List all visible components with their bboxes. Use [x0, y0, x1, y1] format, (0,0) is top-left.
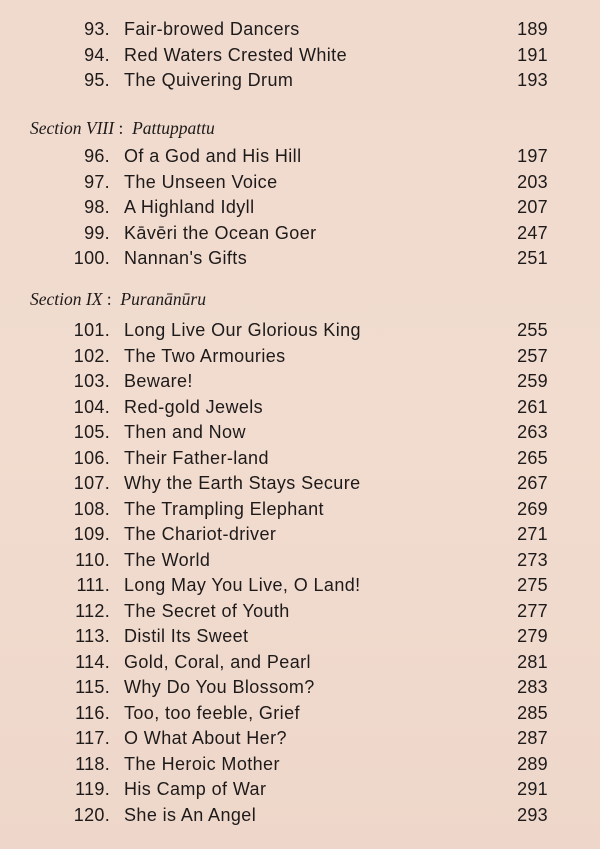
- entry-page: 193: [517, 70, 548, 90]
- toc-entry: [0, 221, 600, 247]
- entry-title: Their Father-land: [124, 447, 269, 468]
- entry-title: The Two Armouries: [124, 345, 286, 366]
- toc-entry: [0, 195, 600, 221]
- entry-page: 203: [517, 171, 548, 192]
- toc-entry: [0, 43, 600, 69]
- entry-number: 109.: [73, 524, 110, 544]
- toc-entry: [0, 624, 600, 650]
- entry-number: 104.: [73, 396, 110, 417]
- toc-entry: [0, 573, 600, 599]
- entry-number: 108.: [73, 498, 110, 519]
- toc-entry: [0, 497, 600, 523]
- entry-page: 265: [517, 447, 548, 468]
- entry-title: The Heroic Mother: [124, 753, 280, 774]
- entry-title: Of a God and His Hill: [124, 146, 302, 166]
- entry-page: 271: [517, 524, 548, 544]
- entry-number: 102.: [73, 345, 110, 366]
- toc-entry: [0, 701, 600, 727]
- toc-entry: [0, 726, 600, 752]
- entry-title: Long Live Our Glorious King: [124, 320, 361, 340]
- toc-entry: [0, 395, 600, 421]
- entry-page: 285: [517, 702, 548, 723]
- entry-page: 273: [517, 549, 548, 570]
- entry-title: Distil Its Sweet: [124, 626, 249, 646]
- entry-number: 98.: [84, 197, 110, 217]
- entry-title: Too, too feeble, Grief: [124, 702, 300, 723]
- entry-number: 101.: [73, 320, 110, 340]
- entry-page: 257: [517, 345, 548, 366]
- toc-entry: [0, 68, 600, 94]
- entry-title: A Highland Idyll: [124, 197, 255, 217]
- toc-entry: [0, 675, 600, 701]
- toc-entry: [0, 144, 600, 170]
- entry-number: 94.: [84, 44, 110, 65]
- toc-entry: [0, 17, 600, 43]
- entry-number: 120.: [73, 804, 110, 825]
- entry-number: 106.: [73, 447, 110, 468]
- entry-page: 251: [517, 248, 548, 268]
- entry-title: Kāvēri the Ocean Goer: [124, 222, 317, 243]
- entry-title: Gold, Coral, and Pearl: [124, 651, 311, 672]
- entry-title: Beware!: [124, 371, 193, 391]
- entry-page: 293: [517, 804, 548, 825]
- toc-entry: [0, 318, 600, 344]
- entry-number: 110.: [75, 549, 110, 570]
- section-colon: :: [106, 289, 112, 309]
- entry-number: 117.: [75, 728, 110, 748]
- entry-title: His Camp of War: [124, 779, 267, 799]
- entry-number: 93.: [84, 19, 110, 39]
- toc-entry: [0, 777, 600, 803]
- entry-title: Nannan's Gifts: [124, 248, 248, 268]
- section-heading-purananuru: [30, 289, 206, 310]
- toc-entry: [0, 170, 600, 196]
- entry-title: The Secret of Youth: [124, 600, 290, 621]
- entry-number: 95.: [84, 70, 110, 90]
- entry-title: Fair-browed Dancers: [124, 19, 300, 39]
- toc-entry: [0, 803, 600, 829]
- entry-page: 191: [517, 44, 548, 65]
- section-heading-pattuppattu: [30, 118, 215, 139]
- entry-page: 189: [517, 19, 548, 39]
- toc-entry: [0, 752, 600, 778]
- entry-number: 96.: [84, 146, 110, 166]
- entry-page: 291: [517, 779, 548, 799]
- entry-title: The Unseen Voice: [124, 171, 278, 192]
- toc-entry: [0, 471, 600, 497]
- toc-entry: [0, 420, 600, 446]
- entry-title: The Chariot-driver: [124, 524, 277, 544]
- entry-number: 116.: [75, 702, 110, 723]
- entry-page: 279: [517, 626, 548, 646]
- section-label: Section IX: [30, 289, 103, 309]
- entry-number: 111.: [76, 575, 110, 595]
- entry-number: 97.: [84, 171, 110, 192]
- entry-page: 277: [517, 600, 548, 621]
- entry-title: The Trampling Elephant: [124, 498, 324, 519]
- entry-title: Why Do You Blossom?: [124, 677, 315, 697]
- entry-number: 113.: [75, 626, 110, 646]
- entry-number: 114.: [75, 651, 110, 672]
- entry-page: 269: [517, 498, 548, 519]
- toc-entry: [0, 246, 600, 272]
- entry-number: 119.: [75, 779, 110, 799]
- entry-page: 287: [517, 728, 548, 748]
- entry-number: 105.: [73, 422, 110, 442]
- toc-entry: [0, 344, 600, 370]
- entry-page: 197: [517, 146, 548, 166]
- entry-number: 99.: [84, 222, 110, 243]
- entry-title: O What About Her?: [124, 728, 287, 748]
- toc-entry: [0, 599, 600, 625]
- entry-title: Red-gold Jewels: [124, 396, 264, 417]
- entry-title: Why the Earth Stays Secure: [124, 473, 361, 493]
- toc-entry: [0, 650, 600, 676]
- toc-entry: [0, 548, 600, 574]
- section-colon: :: [118, 118, 124, 138]
- entry-number: 115.: [75, 677, 110, 697]
- entry-page: 259: [517, 371, 548, 391]
- entry-title: The Quivering Drum: [124, 70, 294, 90]
- entry-title: Then and Now: [124, 422, 246, 442]
- toc-entry: [0, 522, 600, 548]
- section-name: Pattuppattu: [132, 118, 215, 138]
- contents-group-continued: [0, 17, 600, 94]
- entry-page: 207: [517, 197, 548, 217]
- entry-page: 281: [517, 651, 548, 672]
- entry-page: 283: [517, 677, 548, 697]
- entry-title: Long May You Live, O Land!: [124, 575, 361, 595]
- entry-page: 263: [517, 422, 548, 442]
- section-label: Section VIII: [30, 118, 115, 138]
- entry-page: 247: [517, 222, 548, 243]
- entry-number: 100.: [73, 248, 110, 268]
- entry-title: Red Waters Crested White: [124, 44, 347, 65]
- contents-group-pattuppattu: [0, 144, 600, 272]
- entry-page: 267: [517, 473, 548, 493]
- entry-number: 107.: [73, 473, 110, 493]
- entry-page: 289: [517, 753, 548, 774]
- toc-entry: [0, 446, 600, 472]
- entry-number: 118.: [75, 753, 110, 774]
- entry-number: 103.: [73, 371, 110, 391]
- entry-page: 275: [517, 575, 548, 595]
- entry-number: 112.: [75, 600, 110, 621]
- section-name: Puranānūru: [120, 289, 206, 309]
- entry-page: 255: [517, 320, 548, 340]
- toc-entry: [0, 369, 600, 395]
- entry-page: 261: [517, 396, 548, 417]
- entry-title: She is An Angel: [124, 804, 257, 825]
- entry-title: The World: [124, 549, 211, 570]
- contents-group-purananuru: [0, 318, 600, 828]
